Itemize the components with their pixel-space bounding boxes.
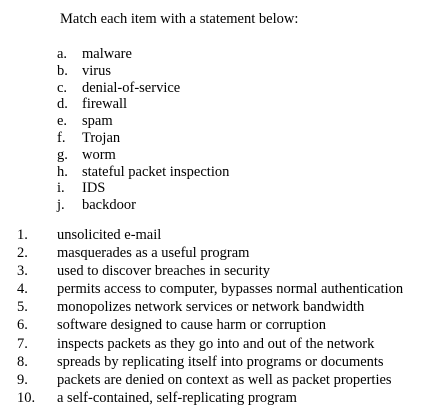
term-letter: j. [57, 197, 65, 214]
statement-item [17, 389, 403, 407]
statement-item [17, 244, 403, 262]
term-text: stateful packet inspection [82, 163, 230, 180]
term-text: backdoor [82, 197, 136, 214]
statement-text: monopolizes network services or network bandwidth [57, 299, 365, 316]
term-text: firewall [82, 96, 128, 113]
statement-item [17, 371, 403, 389]
term-item [57, 113, 229, 130]
statement-item [17, 226, 403, 244]
statement-text: permits access to computer, bypasses normal authentication [57, 281, 404, 298]
term-letter: i. [57, 180, 65, 197]
statement-item [17, 298, 403, 316]
statement-text: used to discover breaches in security [57, 263, 270, 280]
statement-item [17, 262, 403, 280]
statement-text: unsolicited e-mail [57, 227, 162, 243]
statement-text: inspects packets as they go into and out of the network [57, 335, 375, 352]
term-item [57, 164, 229, 181]
statement-number: 6. [17, 317, 28, 334]
term-item [57, 63, 229, 80]
term-letter: h. [57, 163, 68, 180]
statement-text: spreads by replicating itself into programs or documents [57, 353, 384, 370]
statement-number: 7. [17, 335, 28, 352]
term-text: spam [82, 113, 113, 130]
term-item [57, 197, 229, 214]
statement-item [17, 316, 403, 334]
statement-number: 9. [17, 371, 28, 388]
term-letter: c. [57, 79, 68, 96]
term-text: malware [82, 46, 132, 62]
term-text: worm [82, 146, 116, 163]
statement-number: 2. [17, 245, 28, 262]
term-letter: a. [57, 46, 68, 62]
instruction-text: Match each item with a statement below: [60, 11, 299, 27]
statement-number: 1. [17, 227, 28, 243]
term-text: IDS [82, 180, 106, 197]
term-item [57, 147, 229, 164]
term-letter: f. [57, 129, 66, 146]
term-text: virus [82, 62, 111, 79]
term-item [57, 46, 229, 63]
statement-item [17, 353, 403, 371]
statement-number: 3. [17, 263, 28, 280]
term-text: denial-of-service [82, 79, 181, 96]
statement-number: 10. [17, 389, 36, 406]
term-item [57, 96, 229, 113]
term-text: Trojan [82, 129, 121, 146]
statement-number: 8. [17, 353, 28, 370]
statement-item [17, 335, 403, 353]
statement-text: packets are denied on context as well as packet properties [57, 371, 392, 388]
term-item [57, 80, 229, 97]
terms-list [57, 46, 229, 214]
statement-text: a self-contained, self-replicating program [57, 389, 297, 406]
statement-text: masquerades as a useful program [57, 245, 250, 262]
term-letter: g. [57, 146, 68, 163]
statement-item [17, 280, 403, 298]
statement-number: 4. [17, 281, 28, 298]
term-letter: b. [57, 62, 68, 79]
term-item [57, 180, 229, 197]
statements-list [17, 226, 403, 407]
term-item [57, 130, 229, 147]
statement-text: software designed to cause harm or corruption [57, 317, 326, 334]
term-letter: d. [57, 96, 68, 113]
term-letter: e. [57, 113, 68, 130]
statement-number: 5. [17, 299, 28, 316]
